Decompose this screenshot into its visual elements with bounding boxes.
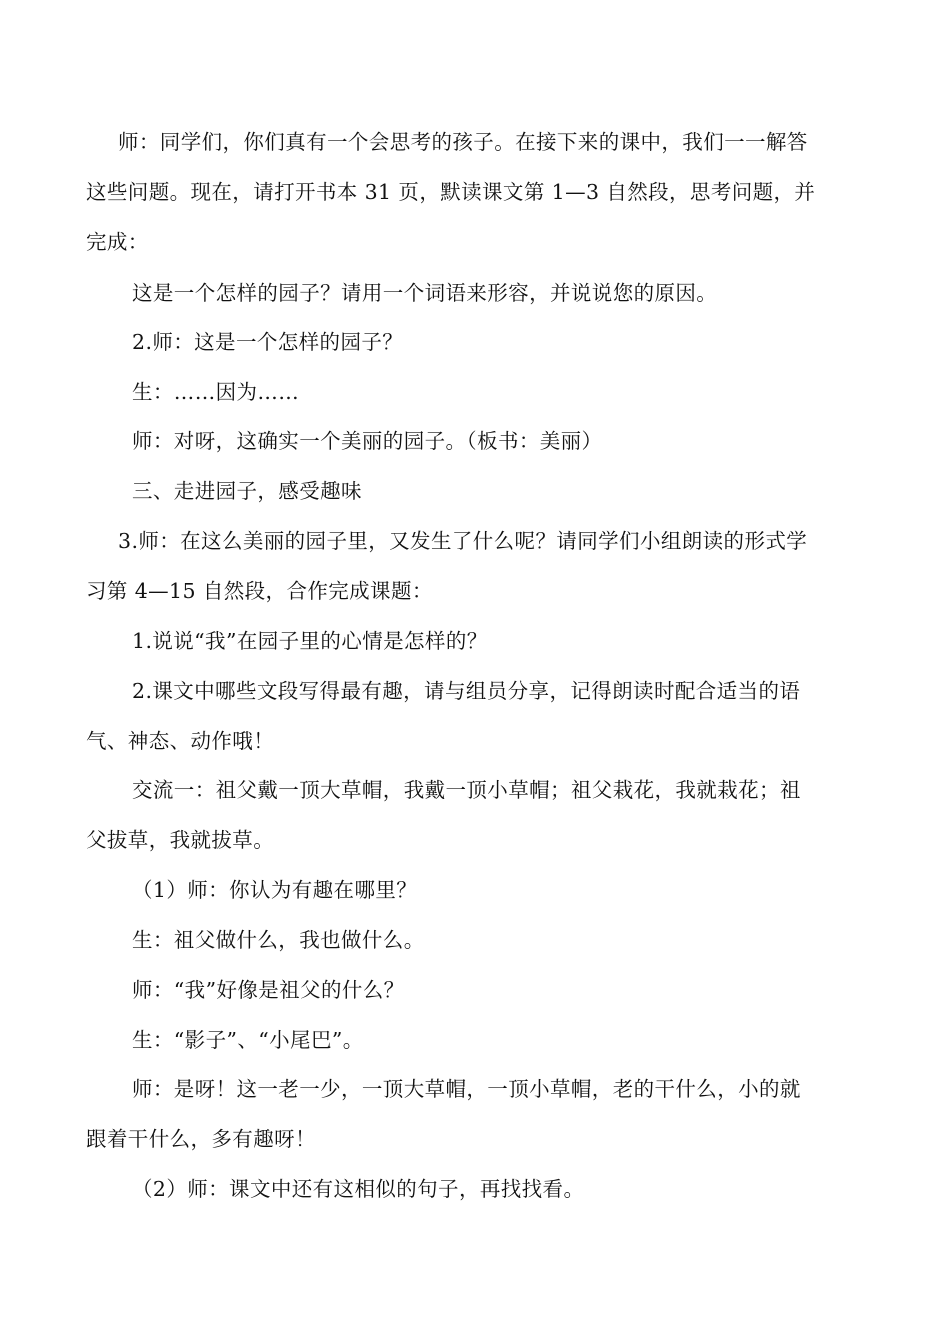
paragraph-line: 习第 4—15 自然段，合作完成课题： <box>86 579 433 603</box>
paragraph-line: 2.师：这是一个怎样的园子？ <box>132 330 404 354</box>
paragraph-line: 气、神态、动作哦！ <box>86 729 275 753</box>
paragraph-line: 师：对呀，这确实一个美丽的园子。（板书：美丽） <box>132 429 603 453</box>
section-heading: 三、走进园子，感受趣味 <box>132 479 362 503</box>
paragraph-line: 交流一：祖父戴一顶大草帽，我戴一顶小草帽；祖父栽花，我就栽花；祖 <box>132 778 801 802</box>
paragraph-line: 这些问题。现在，请打开书本 31 页，默读课文第 1—3 自然段，思考问题，并 <box>86 180 816 204</box>
paragraph-line: 生：祖父做什么，我也做什么。 <box>132 928 425 952</box>
paragraph-line: 1.说说“我”在园子里的心情是怎样的？ <box>132 629 488 653</box>
paragraph-line: 这是一个怎样的园子？请用一个词语来形容，并说说您的原因。 <box>132 281 718 305</box>
paragraph-line: 师：是呀！这一老一少，一顶大草帽，一顶小草帽，老的干什么，小的就 <box>132 1077 801 1101</box>
paragraph-line: 2.课文中哪些文段写得最有趣，请与组员分享，记得朗读时配合适当的语 <box>132 679 801 703</box>
paragraph-line: 父拔草，我就拔草。 <box>86 828 275 852</box>
paragraph-line: 跟着干什么，多有趣呀！ <box>86 1127 316 1151</box>
paragraph-line: 完成： <box>86 230 149 254</box>
paragraph-line: （1）师：你认为有趣在哪里？ <box>132 878 418 902</box>
paragraph-line: 生：……因为…… <box>132 380 300 404</box>
paragraph-line: 师：同学们，你们真有一个会思考的孩子。在接下来的课中，我们一一解答 <box>118 130 808 154</box>
paragraph-line: 生：“影子”、“小尾巴”。 <box>132 1028 364 1052</box>
paragraph-line: 3.师：在这么美丽的园子里，又发生了什么呢？请同学们小组朗读的形式学 <box>118 529 808 553</box>
paragraph-line: （2）师：课文中还有这相似的句子，再找找看。 <box>132 1177 585 1201</box>
paragraph-line: 师：“我”好像是祖父的什么？ <box>132 978 405 1002</box>
